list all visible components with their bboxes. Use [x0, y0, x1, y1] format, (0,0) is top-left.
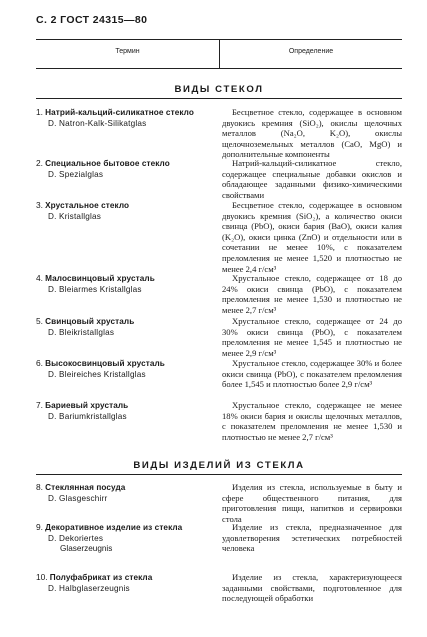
term-name: Натрий-кальций-силикатное стекло	[45, 108, 194, 117]
term-name: Свинцовый хрусталь	[45, 317, 135, 326]
term-number: 1.	[36, 107, 43, 117]
term-number: 2.	[36, 158, 43, 168]
term-german: D. Bariumkristallglas	[48, 411, 127, 421]
term-number: 3.	[36, 200, 43, 210]
term-cell	[36, 200, 206, 222]
section-divider	[36, 474, 402, 475]
term-definition: Хрустальное стекло, содержащее 30% и более окиси свинца (PbO), с показателем преломления более 1,545 и плотностью более 2,9 г/см³	[222, 358, 402, 390]
term-number: 7.	[36, 400, 43, 410]
term-name: Малосвинцовый хрусталь	[45, 274, 155, 283]
term-german: D. Dekoriertes	[48, 533, 104, 543]
term-definition: Бесцветное стекло, содержащее в основном двуокись кремния (SiO₂), а количество окиси свинца (PbO), окиси бария (BaO), окиси калия (K₂O), окиси цинка (ZnO) и отдельности или в сочетании не менее 10%, с показателем преломления не менее 1,520 и плотностью не менее 2,4 г/см³	[222, 200, 402, 274]
term-definition: Изделие из стекла, характеризующееся заданными свойствами, подготовленное для последующей обработки	[222, 572, 402, 604]
term-cell	[36, 358, 206, 380]
term-number: 9.	[36, 522, 43, 532]
term-definition: Бесцветное стекло, содержащее в основном двуокись кремния (SiO₂), окислы щелочных металлов (Na₂O, K₂O), окислы щелочноземельных металлов (CaO, MgO) и дополнительные компоненты	[222, 107, 402, 160]
term-german: D. Glasgeschirr	[48, 493, 108, 503]
term-cell	[36, 316, 206, 338]
term-german: D. Halbglaserzeugnis	[48, 583, 130, 593]
term-number: 10.	[36, 572, 48, 582]
term-cell	[36, 482, 206, 504]
page-header: С. 2 ГОСТ 24315—80	[36, 14, 148, 26]
term-german: D. Bleikristallglas	[48, 327, 115, 337]
term-name: Высокосвинцовый хрусталь	[45, 359, 165, 368]
term-name: Стеклянная посуда	[45, 483, 126, 492]
section-divider	[36, 98, 402, 99]
term-number: 8.	[36, 482, 43, 492]
definition-column-header: Определение	[288, 48, 334, 55]
term-number: 4.	[36, 273, 43, 283]
term-definition: Натрий-кальций-силикатное стекло, содержащее специальные добавки окислов и обладающее заданными физико-химическими свойствами	[222, 158, 402, 200]
term-definition: Изделия из стекла, используемые в быту и сфере общественного питания, для приготовления пищи, напитков и сервировки стола	[222, 482, 402, 524]
term-definition: Хрустальное стекло, содержащее от 18 до 24% окиси свинца (PbO), с показателем преломления не менее 1,530 и плотностью не менее 2,7 г/см³	[222, 273, 402, 315]
term-german: D. Bleiarmes Kristallglas	[48, 284, 142, 294]
table-header	[36, 39, 402, 69]
term-cell	[36, 522, 206, 555]
term-column-header: Термин	[115, 48, 140, 55]
term-cell	[36, 400, 206, 422]
term-definition: Изделие из стекла, предназначенное для удовлетворения эстетических потребностей человека	[222, 522, 402, 554]
term-definition: Хрустальное стекло, содержащее от 24 до 30% окиси свинца (PbO), с показателем преломления не менее 1,545 и плотностью не менее 2,9 г/см³	[222, 316, 402, 358]
section-title-glass-products: ВИДЫ ИЗДЕЛИЙ ИЗ СТЕКЛА	[133, 460, 305, 471]
term-cell	[36, 107, 206, 129]
term-definition: Хрустальное стекло, содержащее не менее 18% окиси бария и окислы щелочных металлов, с показателем преломления не менее 1,530 и плотностью не менее 2,7 г/см³	[222, 400, 402, 442]
term-number: 6.	[36, 358, 43, 368]
term-cell	[36, 572, 206, 594]
term-cell	[36, 158, 206, 180]
term-german: D. Kristallglas	[48, 211, 102, 221]
term-name: Декоративное изделие из стекла	[45, 523, 183, 532]
term-cell	[36, 273, 206, 295]
term-german: D. Natron-Kalk-Silikatglas	[48, 118, 147, 128]
term-name: Хрустальное стекло	[45, 201, 130, 210]
term-number: 5.	[36, 316, 43, 326]
term-name: Специальное бытовое стекло	[45, 159, 170, 168]
section-title-glass-types: ВИДЫ СТЕКОЛ	[174, 84, 264, 95]
term-name: Полуфабрикат из стекла	[49, 573, 153, 582]
term-german-continued: Glaserzeugnis	[60, 544, 113, 554]
term-german: D. Spezialglas	[48, 169, 104, 179]
term-german: D. Bleireiches Kristallglas	[48, 369, 146, 379]
term-name: Бариевый хрусталь	[45, 401, 129, 410]
